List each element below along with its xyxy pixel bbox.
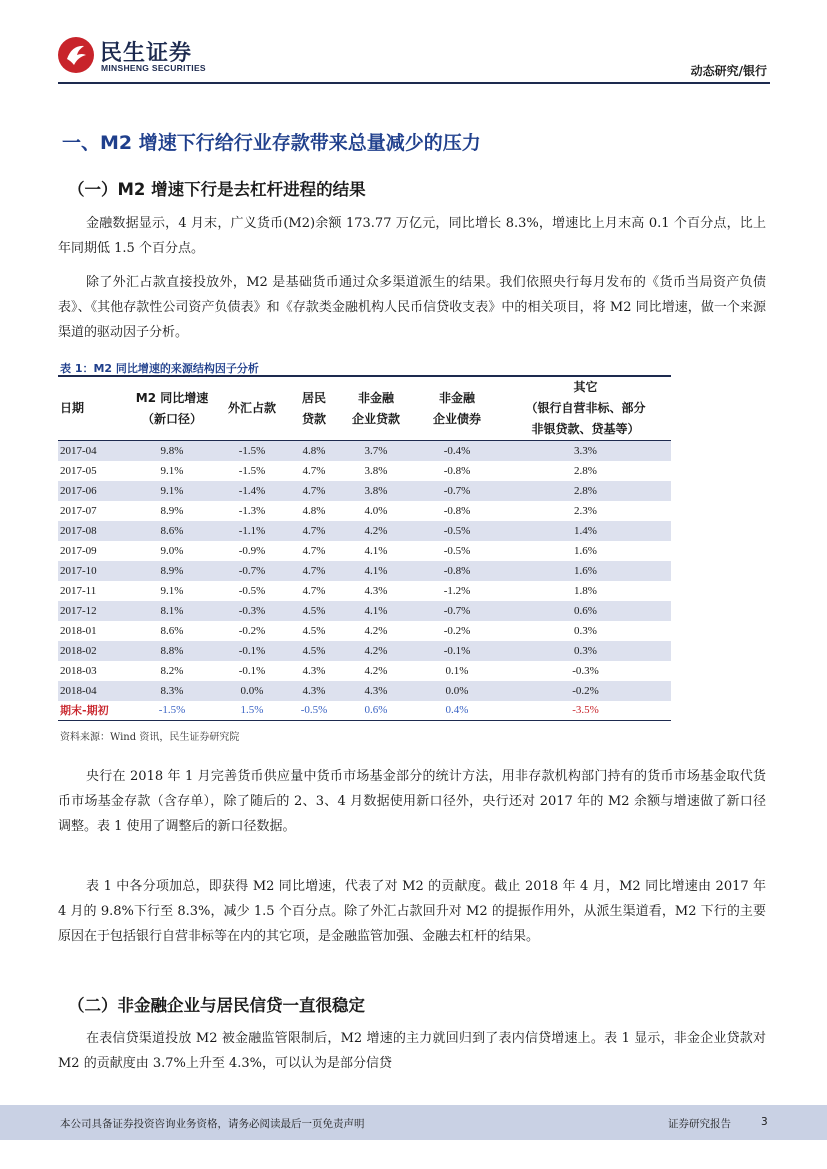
table-cell-value: -0.5% xyxy=(443,544,471,557)
table-cell-value: -0.7% xyxy=(443,604,471,617)
paragraph: 金融数据显示，4 月末，广义货币(M2)余额 173.77 万亿元，同比增长 8.3%，增速比上月末高 0.1 个百分点，比上年同期低 1.5 个百分点。 xyxy=(58,216,766,256)
table-cell-value: 9.1% xyxy=(160,584,184,597)
subsection-title-2: （二）非金融企业与居民信贷一直很稳定 xyxy=(68,996,365,1015)
table-row-difference xyxy=(58,701,671,721)
column-header: 非金融 企业债券 xyxy=(432,390,481,426)
table-cell-value: -1.5% xyxy=(238,464,266,477)
table-cell-value: 4.3% xyxy=(364,684,388,697)
table-cell-value: -0.7% xyxy=(443,484,471,497)
table-cell-value: 8.9% xyxy=(160,564,184,577)
table-cell-value: 4.1% xyxy=(364,544,388,557)
table-cell-value: -0.3% xyxy=(572,664,599,677)
table-cell-value: 2.3% xyxy=(574,504,597,517)
table-row xyxy=(58,661,671,681)
table-row xyxy=(58,641,671,661)
table-cell-value: 4.3% xyxy=(364,584,388,597)
table-cell-value: -0.1% xyxy=(443,644,471,657)
table-cell-value: 4.2% xyxy=(364,624,388,637)
table-cell-value: 4.2% xyxy=(364,664,388,677)
paragraph: 在表信贷渠道投放 M2 被金融监管限制后，M2 增速的主力就回归到了表内信贷增速上。表 1 显示，非金企业贷款对 M2 的贡献度由 3.7%上升至 4.3%，可以认为是部分信贷 xyxy=(58,1031,766,1071)
table-cell-value: 4.7% xyxy=(302,564,326,577)
table-cell-value: -0.5% xyxy=(300,704,328,717)
table-cell-value: -1.3% xyxy=(238,504,266,517)
table-cell-value: 4.8% xyxy=(302,504,326,517)
table-cell-date: 2017-07 xyxy=(60,504,97,517)
table-cell-value: 8.1% xyxy=(160,604,184,617)
table-cell-value: 4.7% xyxy=(302,484,326,497)
table-row xyxy=(58,681,671,701)
table-cell-value: 3.8% xyxy=(364,464,388,477)
table-cell-value: -0.9% xyxy=(238,544,266,557)
table-cell-value: -0.1% xyxy=(238,664,266,677)
table-cell-date: 2017-08 xyxy=(60,524,97,537)
table-source: 资料来源：Wind 资讯，民生证券研究院 xyxy=(60,732,240,743)
table-cell-value: -0.1% xyxy=(238,644,266,657)
table-cell-value: 4.7% xyxy=(302,584,326,597)
table-cell-value: 4.1% xyxy=(364,564,388,577)
table-cell-label: 期末-期初 xyxy=(60,704,109,718)
table-cell-value: 4.7% xyxy=(302,524,326,537)
table-cell-date: 2017-12 xyxy=(60,604,97,617)
table-cell-value: -0.8% xyxy=(443,564,471,577)
table-cell-value: 4.8% xyxy=(302,444,326,457)
table-cell-value: 4.1% xyxy=(364,604,388,617)
table-cell-value: 0.1% xyxy=(445,664,469,677)
paragraph: 表 1 中各分项加总，即获得 M2 同比增速，代表了对 M2 的贡献度。截止 2018 年 4 月，M2 同比增速由 2017 年 4 月的 9.8%下行至 8.3%，减少 1.5 个百分点。除了外汇占款回升对 M2 的提振作用外，从派生渠道看，M2 下行的主要原因在于包括银行自营非标等在内的其它项，是金融监管加强、金融去杠杆的结果。 xyxy=(58,879,766,944)
table-cell-value: 3.3% xyxy=(574,444,597,457)
table-row xyxy=(58,541,671,561)
table-cell-date: 2018-02 xyxy=(60,644,97,657)
column-header: 日期 xyxy=(60,401,85,415)
table-cell-value: -0.2% xyxy=(572,684,599,697)
table-cell-value: 0.3% xyxy=(574,624,597,637)
table-cell-value: 4.5% xyxy=(302,604,326,617)
table-row xyxy=(58,481,671,501)
table-row xyxy=(58,601,671,621)
table-cell-value: 4.3% xyxy=(302,664,326,677)
column-header: 其它 （银行自营非标、部分 非银贷款、贷基等） xyxy=(525,380,646,436)
table-cell-value: -0.7% xyxy=(238,564,266,577)
column-header: M2 同比增速 （新口径） xyxy=(135,390,209,426)
table-cell-value: 8.3% xyxy=(160,684,184,697)
table-cell-value: -0.2% xyxy=(238,624,266,637)
table-row xyxy=(58,441,671,461)
table-cell-value: 0.6% xyxy=(574,604,597,617)
table-cell-value: -0.2% xyxy=(443,624,471,637)
table-cell-value: 4.2% xyxy=(364,524,388,537)
table-cell-value: -1.1% xyxy=(238,524,266,537)
logo-chinese-name: 民生证券 xyxy=(100,41,193,66)
paragraph: 除了外汇占款直接投放外，M2 是基础货币通过众多渠道派生的结果。我们依照央行每月发布的《货币当局资产负债表》、《其他存款性公司资产负债表》和《存款类金融机构人民币信贷收支表》中的相关项目，将 M2 同比增速，做一个来源渠道的驱动因子分析。 xyxy=(58,275,766,340)
table-cell-value: 1.5% xyxy=(240,704,264,717)
table-row xyxy=(58,501,671,521)
table-cell-value: 1.8% xyxy=(574,584,597,597)
page-footer xyxy=(0,1105,827,1140)
table-cell-value: 8.6% xyxy=(160,524,184,537)
table-cell-value: -1.2% xyxy=(443,584,471,597)
table-cell-value: -1.5% xyxy=(158,704,186,717)
page-header xyxy=(0,0,827,88)
page-number: 3 xyxy=(761,1116,768,1128)
table-cell-value: 4.7% xyxy=(302,544,326,557)
section-title: 一、M2 增速下行给行业存款带来总量减少的压力 xyxy=(62,132,481,154)
table-cell-value: 8.6% xyxy=(160,624,184,637)
paragraph: 央行在 2018 年 1 月完善货币供应量中货币市场基金部分的统计方法，用非存款机构部门持有的货币市场基金取代货币市场基金存款（含存单），除了随后的 2、3、4 月数据使用新口径外，央行还对 2017 年的 M2 余额与增速做了新口径调整。表 1 使用了调整后的新口径数据。 xyxy=(58,769,766,834)
table-cell-value: 0.4% xyxy=(445,704,469,717)
column-header: 外汇占款 xyxy=(227,401,276,415)
footer-disclaimer: 本公司具备证券投资咨询业务资格，请务必阅读最后一页免责声明 xyxy=(60,1118,365,1130)
table-cell-value: -1.4% xyxy=(238,484,266,497)
table-cell-value: 9.0% xyxy=(160,544,184,557)
table-cell-value: -0.5% xyxy=(238,584,266,597)
table-cell-value: 9.1% xyxy=(160,484,184,497)
table-cell-value: 0.0% xyxy=(240,684,264,697)
table-header-row xyxy=(58,376,671,441)
table-cell-value: 1.6% xyxy=(574,544,597,557)
table-cell-date: 2017-06 xyxy=(60,484,97,497)
table-cell-value: 1.4% xyxy=(574,524,597,537)
logo-english-name: MINSHENG SECURITIES xyxy=(101,63,206,73)
table-cell-date: 2018-01 xyxy=(60,624,97,637)
table-cell-date: 2017-04 xyxy=(60,444,97,457)
table-cell-date: 2017-10 xyxy=(60,564,97,577)
table-cell-value: 0.6% xyxy=(364,704,388,717)
table-cell-value: 1.6% xyxy=(574,564,597,577)
table-cell-value: -0.8% xyxy=(443,504,471,517)
table-row xyxy=(58,521,671,541)
table-cell-date: 2017-05 xyxy=(60,464,97,477)
table-cell-value: 0.0% xyxy=(445,684,469,697)
m2-factor-table xyxy=(58,375,671,721)
table-row xyxy=(58,621,671,641)
report-category: 动态研究/银行 xyxy=(690,64,767,78)
table-cell-value: 4.7% xyxy=(302,464,326,477)
table-cell-value: 9.8% xyxy=(160,444,184,457)
table-cell-value: -0.3% xyxy=(238,604,266,617)
column-header: 非金融 企业贷款 xyxy=(351,390,400,426)
table-cell-value: -0.5% xyxy=(443,524,471,537)
table-cell-value: 3.8% xyxy=(364,484,388,497)
table-cell-value: 3.7% xyxy=(364,444,388,457)
table-cell-value: 2.8% xyxy=(574,464,597,477)
table-title: 表 1：M2 同比增速的来源结构因子分析 xyxy=(60,362,259,375)
table-row xyxy=(58,561,671,581)
table-cell-value: 4.5% xyxy=(302,624,326,637)
table-cell-value: 2.8% xyxy=(574,484,597,497)
table-cell-value: 4.3% xyxy=(302,684,326,697)
table-row xyxy=(58,581,671,601)
subsection-title-1: （一）M2 增速下行是去杠杆进程的结果 xyxy=(68,180,366,199)
table-cell-value: 4.0% xyxy=(364,504,388,517)
table-cell-value: 4.5% xyxy=(302,644,326,657)
header-divider xyxy=(58,82,770,84)
table-row xyxy=(58,461,671,481)
table-cell-value: -3.5% xyxy=(572,704,599,717)
table-cell-value: -1.5% xyxy=(238,444,266,457)
table-cell-date: 2018-03 xyxy=(60,664,97,677)
table-cell-value: 8.9% xyxy=(160,504,184,517)
table-cell-date: 2017-09 xyxy=(60,544,97,557)
table-cell-date: 2018-04 xyxy=(60,684,97,697)
table-cell-value: 8.8% xyxy=(160,644,184,657)
footer-report-type: 证券研究报告 xyxy=(668,1118,731,1130)
company-logo xyxy=(58,35,208,77)
table-cell-value: 9.1% xyxy=(160,464,184,477)
table-cell-value: 8.2% xyxy=(160,664,184,677)
column-header: 居民 贷款 xyxy=(301,390,326,426)
table-cell-date: 2017-11 xyxy=(60,584,97,597)
table-cell-value: 0.3% xyxy=(574,644,597,657)
table-cell-value: -0.4% xyxy=(443,444,471,457)
table-cell-value: 4.2% xyxy=(364,644,388,657)
logo-mark-icon xyxy=(58,37,94,73)
table-cell-value: -0.8% xyxy=(443,464,471,477)
